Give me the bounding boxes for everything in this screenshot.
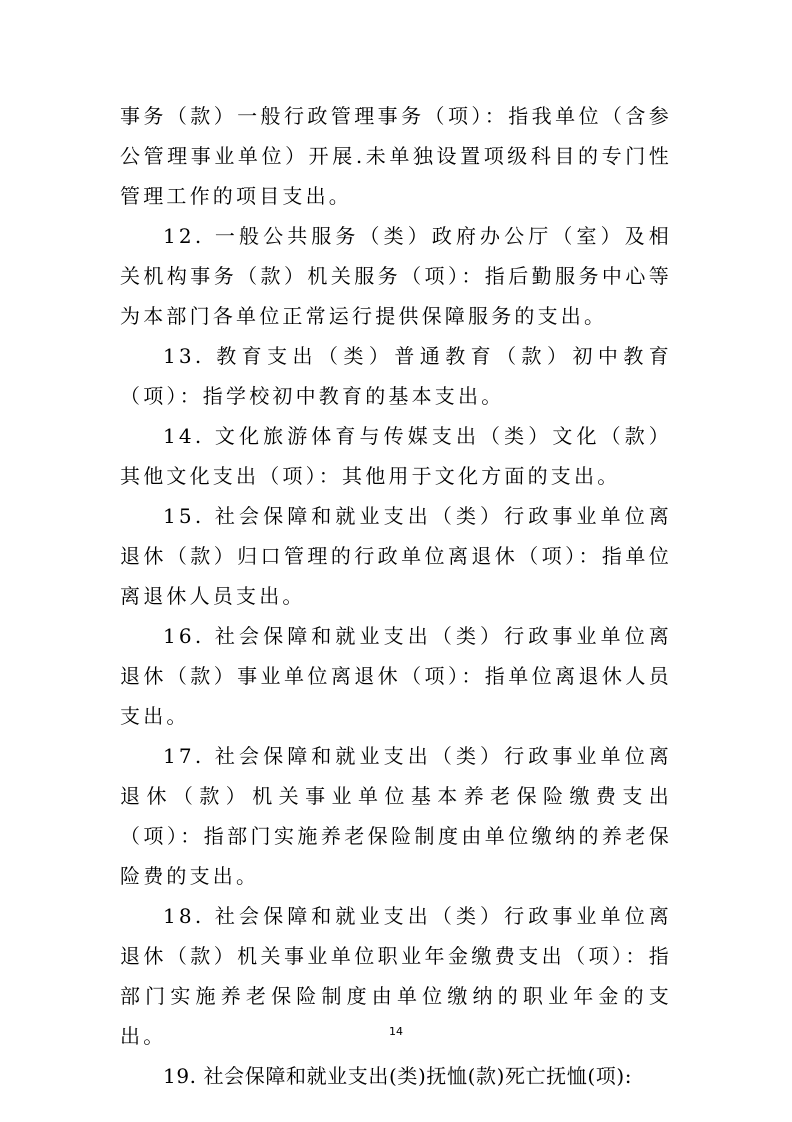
paragraph-item-18: 18. 社会保障和就业支出（类）行政事业单位离退休（款）机关事业单位职业年金缴费支出（项）：指部门实施养老保险制度由单位缴纳的职业年金的支出。 — [120, 904, 672, 1048]
paragraph-continued-item-11: 事务（款）一般行政管理事务（项）：指我单位（含参公管理事业单位）开展.未单独设置项级科目的专门性管理工作的项目支出。 — [120, 104, 672, 208]
page-number: 14 — [389, 1025, 403, 1038]
paragraph-item-13: 13. 教育支出（类）普通教育（款）初中教育（项）：指学校初中教育的基本支出。 — [120, 344, 672, 408]
paragraph-item-12: 12. 一般公共服务（类）政府办公厅（室）及相关机构事务（款）机关服务（项）：指后勤服务中心等为本部门各单位正常运行提供保障服务的支出。 — [120, 224, 672, 328]
paragraph-item-19: 19. 社会保障和就业支出(类)抚恤(款)死亡抚恤(项): — [163, 1064, 633, 1088]
paragraph-item-17: 17. 社会保障和就业支出（类）行政事业单位离退休（款）机关事业单位基本养老保险缴费支出（项）：指部门实施养老保险制度由单位缴纳的养老保险费的支出。 — [120, 744, 672, 888]
paragraph-item-15: 15. 社会保障和就业支出（类）行政事业单位离退休（款）归口管理的行政单位离退休（项）：指单位离退休人员支出。 — [120, 504, 672, 608]
paragraph-item-16: 16. 社会保障和就业支出（类）行政事业单位离退休（款）事业单位离退休（项）：指单位离退休人员支出。 — [120, 624, 672, 728]
body-text — [120, 96, 672, 1096]
paragraph-item-14: 14. 文化旅游体育与传媒支出（类）文化（款）其他文化支出（项）：其他用于文化方面的支出。 — [120, 424, 672, 488]
